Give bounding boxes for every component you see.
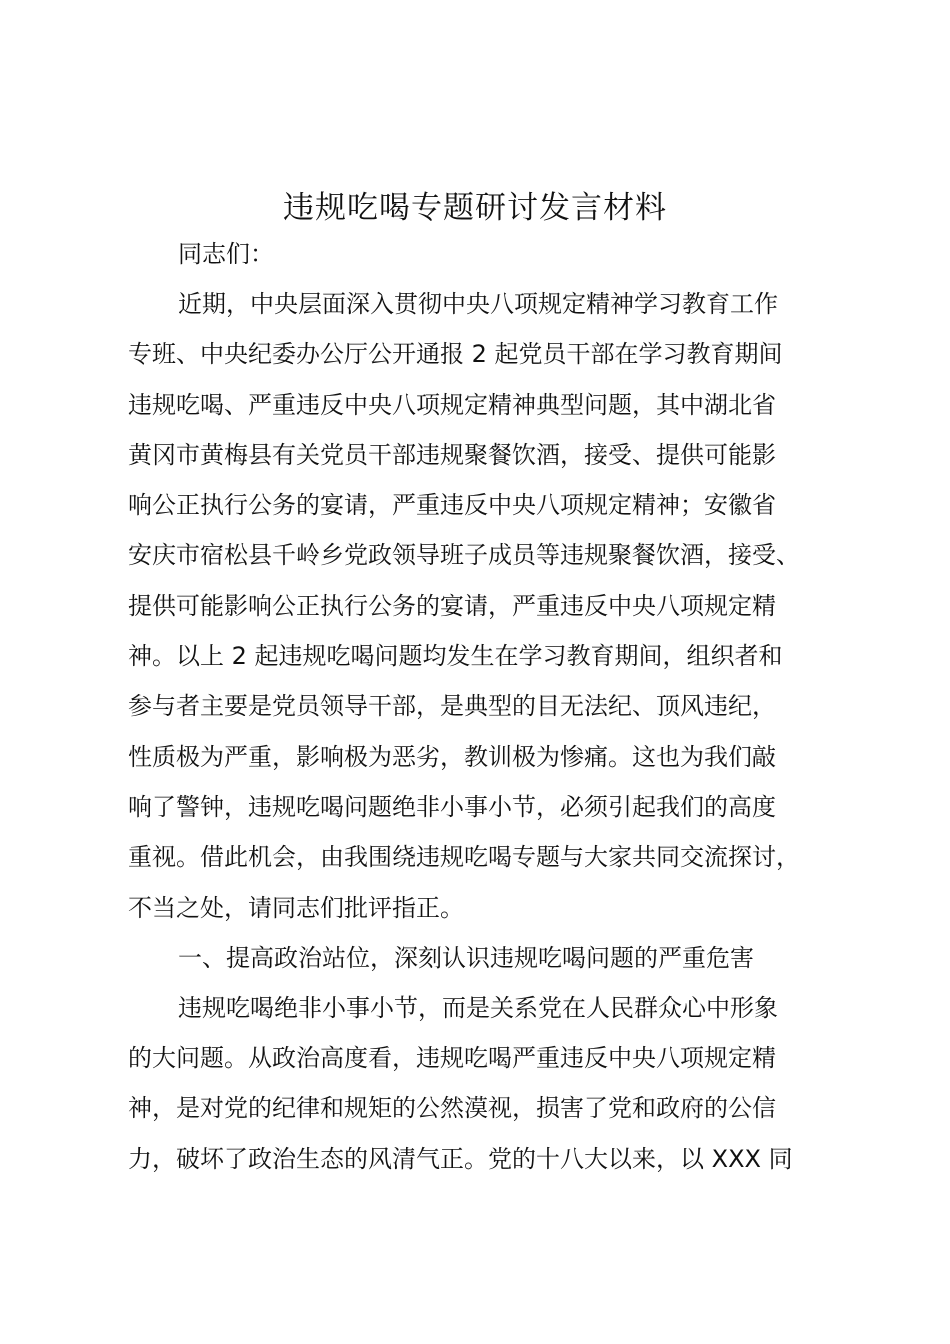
paragraph-1 xyxy=(128,279,828,933)
paragraph-line: 近期，中央层面深入贯彻中央八项规定精神学习教育工作 xyxy=(178,290,778,318)
paragraph-line: 不当之处，请同志们批评指正。 xyxy=(128,893,464,922)
paragraph-line: 神，是对党的纪律和规矩的公然漠视，损害了党和政府的公信 xyxy=(128,1094,776,1123)
paragraph-line: 违规吃喝、严重违反中央八项规定精神典型问题，其中湖北省 xyxy=(128,390,776,419)
paragraph-line: 重视。借此机会，由我围绕违规吃喝专题与大家共同交流探讨， xyxy=(128,843,800,872)
paragraph-line: 性质极为严重，影响极为恶劣，教训极为惨痛。这也为我们敲 xyxy=(128,742,776,771)
paragraph-line: 违规吃喝绝非小事小节，而是关系党在人民群众心中形象 xyxy=(178,993,778,1022)
document-body xyxy=(128,229,828,1184)
paragraph-line: 安庆市宿松县千岭乡党政领导班子成员等违规聚餐饮酒，接受、 xyxy=(128,541,800,570)
paragraph-line: 力，破坏了政治生态的风清气正。党的十八大以来，以 XXX 同 xyxy=(128,1144,793,1173)
paragraph-line: 神。以上 2 起违规吃喝问题均发生在学习教育期间，组织者和 xyxy=(128,642,783,671)
document-title: 违规吃喝专题研讨发言材料 xyxy=(283,190,667,226)
paragraph-line: 专班、中央纪委办公厅公开通报 2 起党员干部在学习教育期间 xyxy=(128,340,783,369)
paragraph-line: 的大问题。从政治高度看，违规吃喝严重违反中央八项规定精 xyxy=(128,1044,776,1073)
paragraph-2 xyxy=(128,983,828,1184)
paragraph-line: 响公正执行公务的宴请，严重违反中央八项规定精神；安徽省 xyxy=(128,491,776,520)
paragraph-line: 参与者主要是党员领导干部，是典型的目无法纪、顶风违纪， xyxy=(128,692,776,721)
paragraph-line: 黄冈市黄梅县有关党员干部违规聚餐饮酒，接受、提供可能影 xyxy=(128,440,776,469)
paragraph-line: 提供可能影响公正执行公务的宴请，严重违反中央八项规定精 xyxy=(128,591,776,620)
paragraph-line: 响了警钟，违规吃喝问题绝非小事小节，必须引起我们的高度 xyxy=(128,792,776,821)
salutation: 同志们： xyxy=(178,240,274,268)
section-heading-1: 一、提高政治站位，深刻认识违规吃喝问题的严重危害 xyxy=(178,943,754,972)
